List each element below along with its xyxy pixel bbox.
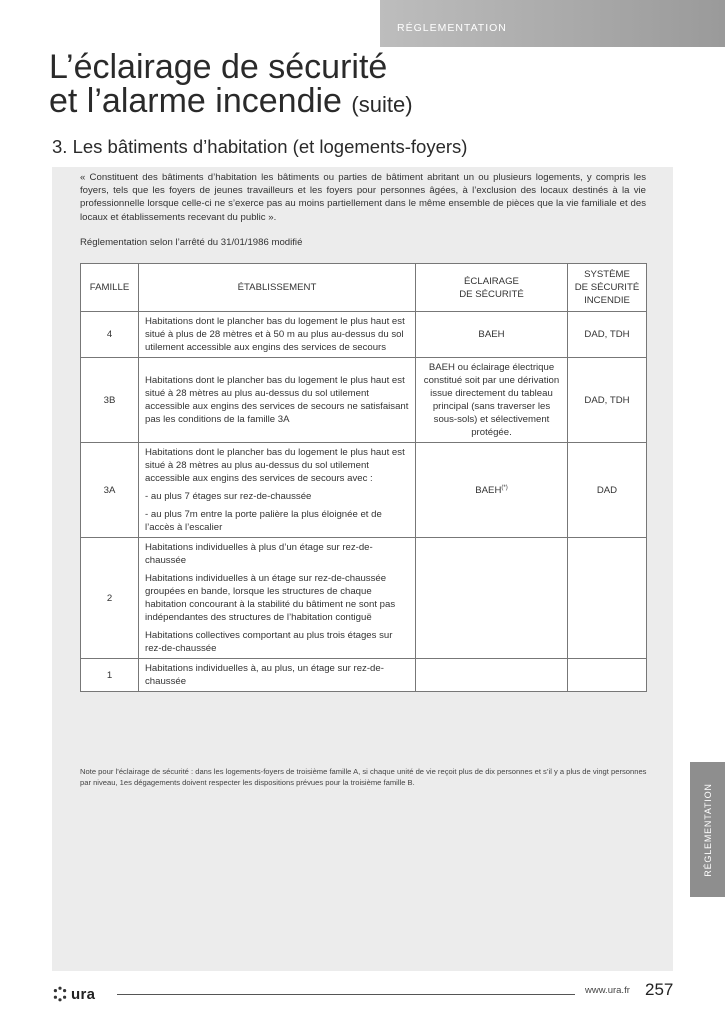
eclairage-text: BAEH ou éclairage électrique constitué soit par une dérivation issue directement du tableau principal (sans traverser les sous-sols) et sélectivement protégée. xyxy=(423,362,560,438)
title-line-1: L’éclairage de sécurité xyxy=(49,48,388,86)
footnote: Note pour l’éclairage de sécurité : dans les logements-foyers de troisième famille A, si chaque unité de vie reçoit plus de dix personnes et s’il y a plus de vingt personnes par niveau, 1es dégagements doivent respecter les dispositions prévues pour la troisième famille B. xyxy=(80,767,647,787)
etablissement-paragraph: - au plus 7 étages sur rez-de-chaussée xyxy=(145,491,312,502)
regulation-reference: Réglementation selon l’arrêté du 31/01/1986 modifié xyxy=(80,237,303,248)
side-section-tab xyxy=(690,762,725,897)
cell-systeme: DAD xyxy=(568,443,647,538)
section-tab xyxy=(380,0,725,47)
table-row xyxy=(81,443,647,538)
footer-divider xyxy=(117,994,575,995)
etablissement-paragraph: Habitations individuelles à plus d’un étage sur rez-de-chaussée xyxy=(145,542,373,566)
section-tab-label: RÉGLEMENTATION xyxy=(397,22,507,34)
cell-eclairage xyxy=(416,312,568,358)
header-famille: FAMILLE xyxy=(81,264,139,312)
header-systeme: SYSTÈME DE SÉCURITÉ INCENDIE xyxy=(568,264,647,312)
cell-etablissement xyxy=(139,443,416,538)
eclairage-text: BAEH xyxy=(475,484,502,496)
etablissement-paragraph: - au plus 7m entre la porte palière la plus éloignée et de l’accès à l’escalier xyxy=(145,509,382,533)
cell-famille: 3B xyxy=(81,358,139,443)
side-tab-label: RÉGLEMENTATION xyxy=(702,782,713,877)
etablissement-paragraph: Habitations individuelles à un étage sur rez-de-chaussée groupées en bande, lorsque les structures de chaque habitation concourant à la stabilité du bâtiment ne sont pas indépendantes des structures de l’habitation contiguë xyxy=(145,573,396,623)
etablissement-paragraph: Habitations collectives comportant au plus trois étages sur rez-de-chaussée xyxy=(145,630,393,654)
website-link[interactable]: www.ura.fr xyxy=(585,985,630,996)
table-row xyxy=(81,659,647,692)
cell-famille: 2 xyxy=(81,538,139,659)
cell-eclairage xyxy=(416,659,568,692)
etablissement-paragraph: Habitations dont le plancher bas du logement le plus haut est situé à 28 mètres au plus au-dessus du sol utilement accessible aux engins des services de secours avec : xyxy=(145,447,405,484)
brand-name: ura xyxy=(71,985,96,1003)
cell-etablissement xyxy=(139,659,416,692)
etablissement-paragraph: Habitations individuelles à, au plus, un étage sur rez-de-chaussée xyxy=(145,663,384,687)
eclairage-text: BAEH xyxy=(478,329,505,340)
table-row xyxy=(81,538,647,659)
table-header-row xyxy=(81,264,647,312)
cell-famille: 1 xyxy=(81,659,139,692)
header-etablissement: ÉTABLISSEMENT xyxy=(139,264,416,312)
cell-eclairage xyxy=(416,443,568,538)
title-line-2: et l’alarme incendie xyxy=(49,82,342,120)
ura-logo xyxy=(52,985,95,1003)
table-row xyxy=(81,358,647,443)
cell-systeme xyxy=(568,538,647,659)
cell-famille: 3A xyxy=(81,443,139,538)
cell-etablissement xyxy=(139,358,416,443)
cell-etablissement xyxy=(139,312,416,358)
page-number: 257 xyxy=(645,980,674,999)
title-suffix: (suite) xyxy=(351,92,413,117)
header-eclairage: ÉCLAIRAGE DE SÉCURITÉ xyxy=(416,264,568,312)
cell-systeme: DAD, TDH xyxy=(568,358,647,443)
cell-eclairage xyxy=(416,358,568,443)
cell-systeme xyxy=(568,659,647,692)
intro-quote: « Constituent des bâtiments d’habitation les bâtiments ou parties de bâtiment abritant un ou plusieurs logements, y compris les foyers, tels que les foyers de jeunes travailleurs et les foyers pour personnes âgées, à l’exclusion des locaux destinés à la vie professionnelle lorsque celle-ci ne s’exerce pas au moins partiellement dans le même ensemble de pièces que la vie familiale et des locaux et établissements recevant du public ». xyxy=(80,172,646,223)
cell-etablissement xyxy=(139,538,416,659)
section-subtitle: 3. Les bâtiments d’habitation (et logements-foyers) xyxy=(52,136,468,157)
etablissement-paragraph: Habitations dont le plancher bas du logement le plus haut est situé à plus de 28 mètres et à 50 m au plus au-dessus du sol utilement accessible aux engins des services de secours xyxy=(145,316,405,353)
etablissement-paragraph: Habitations dont le plancher bas du logement le plus haut est situé à 28 mètres au plus au-dessus du sol utilement accessible aux engins des services de secours ne satisfaisant pas les conditions de la famille 3A xyxy=(145,375,409,425)
cell-eclairage xyxy=(416,538,568,659)
eclairage-footnote-mark: (*) xyxy=(501,484,508,491)
ura-logo-icon xyxy=(52,986,68,1002)
cell-famille: 4 xyxy=(81,312,139,358)
cell-systeme: DAD, TDH xyxy=(568,312,647,358)
page-title xyxy=(49,50,413,122)
regulation-table xyxy=(80,263,647,692)
table-row xyxy=(81,312,647,358)
